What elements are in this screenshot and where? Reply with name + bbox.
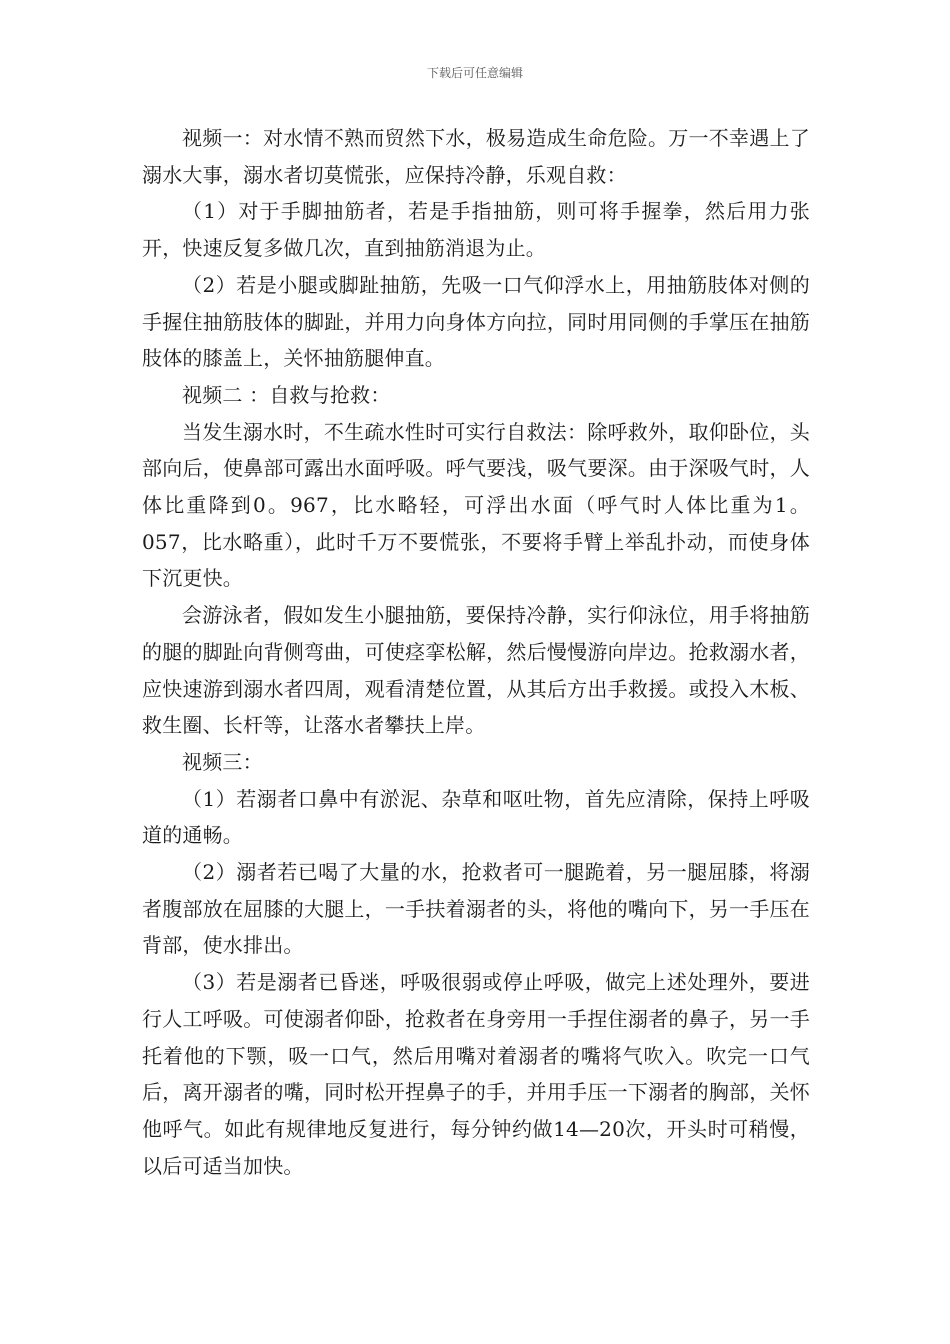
paragraph: 视频一：对水情不熟而贸然下水，极易造成生命危险。万一不幸遇上了溺水大事，溺水者切莫慌张，应保持冷静，乐观自救： (142, 126, 810, 187)
paragraph: （2）溺者若已喝了大量的水，抢救者可一腿跪着，另一腿屈膝，将溺者腹部放在屈膝的大腿上，一手扶着溺者的头，将他的嘴向下，另一手压在背部，使水排出。 (142, 860, 810, 958)
document-body (142, 120, 810, 1184)
paragraph: （1）对于手脚抽筋者，若是手指抽筋，则可将手握拳，然后用力张开，快速反复多做几次，直到抽筋消退为止。 (142, 199, 810, 261)
paragraph: 当发生溺水时，不生疏水性时可实行自救法：除呼救外，取仰卧位，头部向后，使鼻部可露出水面呼吸。呼气要浅，吸气要深。由于深吸气时，人体比重降到0。967，比水略轻，可浮出水面（呼气时人体比重为1。057，比水略重），此时千万不要慌张，不要将手臂上举乱扑动，而使身体下沉更快。 (142, 419, 810, 591)
paragraph: （2）若是小腿或脚趾抽筋，先吸一口气仰浮水上，用抽筋肢体对侧的手握住抽筋肢体的脚趾，并用力向身体方向拉，同时用同侧的手掌压在抽筋肢体的膝盖上，关怀抽筋腿伸直。 (142, 272, 810, 371)
paragraph: 会游泳者，假如发生小腿抽筋，要保持冷静，实行仰泳位，用手将抽筋的腿的脚趾向背侧弯曲，可使痉挛松解，然后慢慢游向岸边。抢救溺水者，应快速游到溺水者四周，观看清楚位置，从其后方出手救援。或投入木板、救生圈、长杆等，让落水者攀扶上岸。 (142, 603, 810, 738)
section-heading: 视频三： (182, 749, 263, 774)
section-heading: 视频二 ：自救与抢救： (182, 382, 391, 407)
page-header: 下载后可任意编辑 (426, 66, 523, 80)
paragraph: （3）若是溺者已昏迷，呼吸很弱或停止呼吸，做完上述处理外，要进行人工呼吸。可使溺者仰卧，抢救者在身旁用一手捏住溺者的鼻子，另一手托着他的下颚，吸一口气，然后用嘴对着溺者的嘴将气吹入。吹完一口气后，离开溺者的嘴，同时松开捏鼻子的手，并用手压一下溺者的胸部，关怀他呼气。如此有规律地反复进行，每分钟约做14—20次，开头时可稍慢，以后可适当加快。 (142, 970, 810, 1178)
paragraph: （1）若溺者口鼻中有淤泥、杂草和呕吐物，首先应清除，保持上呼吸道的通畅。 (142, 786, 810, 848)
